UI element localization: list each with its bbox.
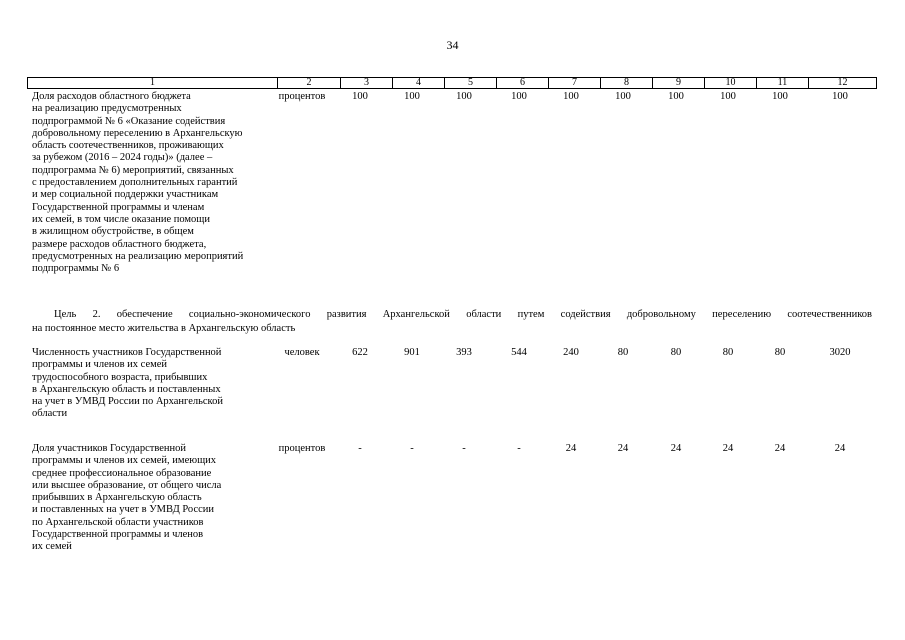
value-cell: 80	[774, 347, 786, 358]
indicator-label: Доля расходов областного бюджета на реализацию предусмотренных подпрограммой № 6 «Оказание содействия добровольному переселению в Архангельскую область соотечественников, проживающих за рубежом (2016 – 2024 годы)» (далее – подпрограмма № 6) мероприятий, связанных с предоставлением дополнительных гарантий и мер социальной поддержки участникам Государственной программы и членам их семей, в том числе оказание помощи в жилищном обустройстве, в общем размере расходов областного бюджета, предусмотренных на реализацию мероприятий подпрограммы № 6	[32, 91, 244, 275]
value-cell: 901	[404, 347, 420, 358]
value-cell: 24	[565, 443, 577, 454]
page-number: 34	[446, 38, 459, 52]
value-cell: 100	[456, 91, 472, 102]
unit-cell: процентов	[278, 91, 326, 102]
value-cell: -	[517, 443, 521, 454]
value-cell: 80	[670, 347, 682, 358]
indicator-label: Доля участников Государственной программы и членов их семей, имеющих среднее профессиональное образование или высшее образование, от общего числа прибывших в Архангельскую область и поставленных на учет в УМВД России по Архангельской области участников Государственной программы и членов их семей	[32, 443, 222, 553]
unit-cell: процентов	[278, 443, 326, 454]
column-number-header	[27, 77, 877, 89]
value-cell: 100	[772, 91, 788, 102]
goal-heading-line: на постоянное место жительства в Архангельскую область	[32, 323, 296, 334]
value-cell: 100	[511, 91, 527, 102]
column-number-2: 2	[278, 78, 341, 89]
value-cell: 24	[834, 443, 846, 454]
unit-cell: человек	[284, 347, 320, 358]
column-number-4: 4	[393, 78, 445, 89]
column-number-6: 6	[497, 78, 549, 89]
goal-heading	[32, 308, 872, 336]
column-number-5: 5	[445, 78, 497, 89]
goal-heading-line: Цель 2. обеспечение социально-экономического развития Архангельской области путем содействия добровольному переселению соотечественников	[54, 309, 872, 320]
column-number-11: 11	[757, 78, 809, 89]
column-number-9: 9	[653, 78, 705, 89]
value-cell: 100	[404, 91, 420, 102]
column-number-10: 10	[705, 78, 757, 89]
value-cell: 100	[563, 91, 579, 102]
value-cell: -	[410, 443, 414, 454]
value-cell: 100	[352, 91, 368, 102]
value-cell: 24	[774, 443, 786, 454]
column-number-3: 3	[341, 78, 393, 89]
value-cell: 24	[617, 443, 629, 454]
indicator-label: Численность участников Государственной программы и членов их семей трудоспособного возраста, прибывших в Архангельскую область и поставленных на учет в УМВД России по Архангельской области	[32, 347, 223, 420]
value-cell: 100	[832, 91, 848, 102]
value-cell: 24	[722, 443, 734, 454]
value-cell: 100	[615, 91, 631, 102]
value-cell: 80	[722, 347, 734, 358]
column-number-7: 7	[549, 78, 601, 89]
value-cell: 100	[720, 91, 736, 102]
column-number-1: 1	[28, 78, 278, 89]
value-cell: 240	[563, 347, 579, 358]
column-number-12: 12	[809, 78, 877, 89]
value-cell: 100	[668, 91, 684, 102]
value-cell: 393	[456, 347, 472, 358]
value-cell: 24	[670, 443, 682, 454]
value-cell: -	[358, 443, 362, 454]
value-cell: -	[462, 443, 466, 454]
value-cell: 80	[617, 347, 629, 358]
value-cell: 622	[352, 347, 368, 358]
value-cell: 3020	[829, 347, 851, 358]
column-number-8: 8	[601, 78, 653, 89]
value-cell: 544	[511, 347, 527, 358]
